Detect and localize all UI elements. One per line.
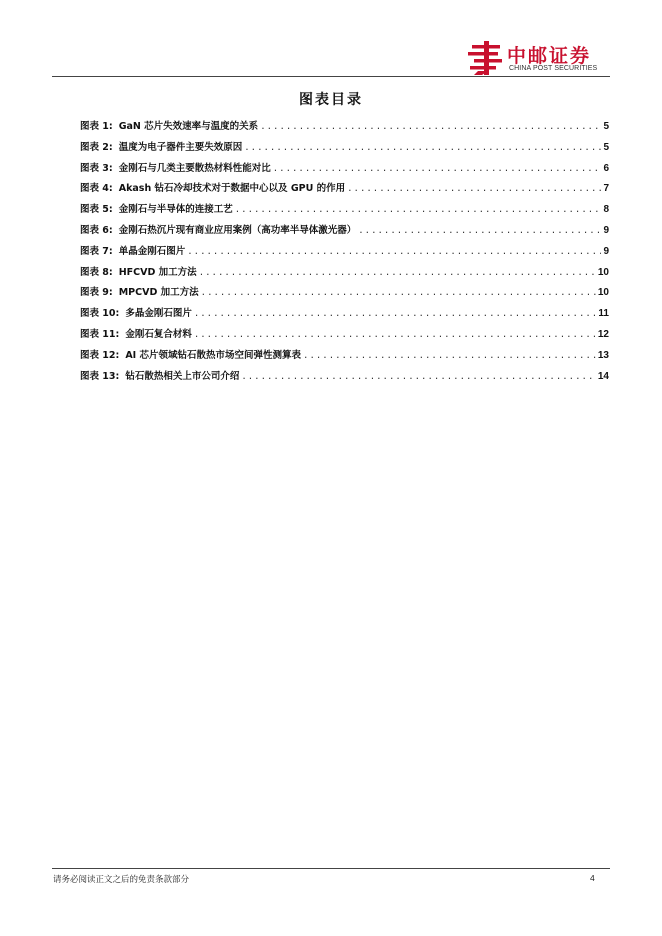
toc-item[interactable] xyxy=(80,284,609,305)
toc-item-page: 7 xyxy=(603,183,609,195)
toc-leader-dots xyxy=(199,268,596,278)
toc-item-text: 金刚石热沉片现有商业应用案例（高功率半导体激光器） xyxy=(118,224,357,236)
toc-item-page: 9 xyxy=(603,245,609,257)
toc-item[interactable] xyxy=(80,222,609,243)
toc-item-label: 图表 12: xyxy=(80,349,120,361)
toc-item-page: 13 xyxy=(597,349,609,361)
toc-item-text: 温度为电子器件主要失效原因 xyxy=(118,141,243,153)
toc-item-label: 图表 9: xyxy=(80,287,113,299)
toc-item-text: HFCVD 加工方法 xyxy=(118,266,197,278)
toc-item-label: 图表 11: xyxy=(80,328,120,340)
toc-item-text: 金刚石与几类主要散热材料性能对比 xyxy=(118,162,271,174)
toc-item-page: 14 xyxy=(597,370,609,382)
toc-item-text: 钻石散热相关上市公司介绍 xyxy=(125,370,240,382)
brand-name-en: CHINA POST SECURITIES xyxy=(509,65,598,72)
brand-logo xyxy=(468,41,628,77)
toc-leader-dots xyxy=(241,372,596,382)
toc-leader-dots xyxy=(303,351,596,361)
toc-item-page: 9 xyxy=(603,224,609,236)
toc-leader-dots xyxy=(201,288,596,298)
page-header xyxy=(0,0,662,80)
toc-leader-dots xyxy=(260,122,601,132)
toc-item[interactable] xyxy=(80,243,609,264)
toc-leader-dots xyxy=(187,247,601,257)
toc-item[interactable] xyxy=(80,139,609,160)
toc-item-text: 多晶金刚石图片 xyxy=(125,308,192,320)
toc-leader-dots xyxy=(347,184,601,194)
toc-leader-dots xyxy=(235,205,602,215)
toc-title: 图表目录 xyxy=(299,92,363,108)
toc-item[interactable] xyxy=(80,347,609,368)
toc-item-label: 图表 2: xyxy=(80,141,113,153)
toc-item-label: 图表 8: xyxy=(80,266,113,278)
toc-item[interactable] xyxy=(80,160,609,181)
toc-item-text: MPCVD 加工方法 xyxy=(118,287,199,299)
brand-name-cn: 中邮证券 xyxy=(507,45,592,67)
toc-item[interactable] xyxy=(80,326,609,347)
toc-item-page: 12 xyxy=(597,328,609,340)
toc-item[interactable] xyxy=(80,368,609,389)
toc-item-text: AI 芯片领域钻石散热市场空间弹性测算表 xyxy=(125,349,302,361)
toc-item-page: 8 xyxy=(603,204,609,216)
toc-item[interactable] xyxy=(80,180,609,201)
toc-item-text: 金刚石复合材料 xyxy=(125,328,192,340)
toc-item-text: 金刚石与半导体的连接工艺 xyxy=(118,204,233,216)
toc-item-label: 图表 7: xyxy=(80,245,113,257)
toc-item-label: 图表 4: xyxy=(80,183,113,195)
toc-item-page: 6 xyxy=(603,162,609,174)
toc-item-label: 图表 10: xyxy=(80,308,120,320)
toc-item-label: 图表 3: xyxy=(80,162,113,174)
toc-leader-dots xyxy=(194,309,597,319)
toc-item-label: 图表 13: xyxy=(80,370,120,382)
toc-item-page: 5 xyxy=(603,121,609,132)
toc-leader-dots xyxy=(244,143,601,153)
toc-item[interactable] xyxy=(80,201,609,222)
toc-item-page: 11 xyxy=(598,308,609,320)
toc-leader-dots xyxy=(194,330,596,340)
china-post-logo-icon xyxy=(468,41,504,75)
toc-item-label: 图表 6: xyxy=(80,224,113,236)
toc-leader-dots xyxy=(358,226,601,236)
toc-leader-dots xyxy=(273,164,602,174)
footer-disclaimer: 请务必阅读正文之后的免责条款部分 xyxy=(53,875,190,885)
toc-item-label: 图表 5: xyxy=(80,204,113,216)
toc-item[interactable] xyxy=(80,118,609,139)
toc-item-page: 5 xyxy=(603,141,609,153)
toc-item-label: 图表 1: xyxy=(80,121,113,132)
toc-list xyxy=(80,118,609,388)
toc-item[interactable] xyxy=(80,264,609,285)
footer-page-number: 4 xyxy=(590,873,595,883)
toc-item-text: 单晶金刚石图片 xyxy=(118,245,186,257)
footer-divider xyxy=(52,868,610,869)
toc-item-page: 10 xyxy=(597,266,609,278)
toc-item-text: Akash 钻石冷却技术对于数据中心以及 GPU 的作用 xyxy=(118,183,346,195)
toc-item-page: 10 xyxy=(597,287,609,299)
header-divider xyxy=(52,76,610,77)
toc-item-text: GaN 芯片失效速率与温度的关系 xyxy=(118,121,259,132)
toc-item[interactable] xyxy=(80,305,609,326)
